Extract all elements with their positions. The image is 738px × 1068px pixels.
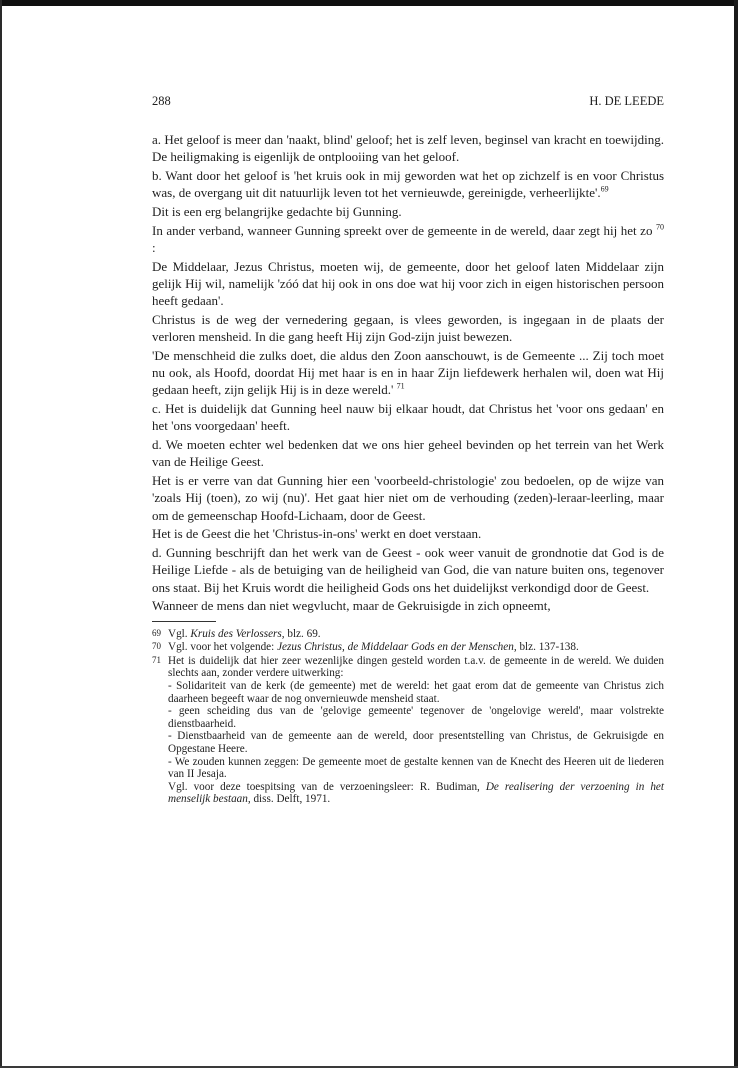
- page-number: 288: [152, 94, 171, 108]
- footnote-text: Vgl. voor het volgende:: [168, 641, 278, 654]
- footnote-item: - We zouden kunnen zeggen: De gemeente moet de gestalte kennen van de Knecht des Heeren uit de liederen van II Jesaja.: [168, 755, 664, 781]
- footnote-title: De realisering der verzoening in het menselijk bestaan,: [168, 780, 664, 806]
- footnotes: [152, 627, 664, 806]
- paragraph: Wanneer de mens dan niet wegvlucht, maar de Gekruisigde in zich opneemt,: [152, 598, 551, 614]
- paragraph: d. We moeten echter wel bedenken dat we ons hier geheel bevinden op het terrein van het Werk van de Heilige Geest.: [152, 437, 664, 470]
- scan-edge-left: [0, 0, 2, 1068]
- paragraph: [152, 347, 664, 399]
- footnote-ref: 70: [656, 222, 664, 232]
- footnote-number: 71: [152, 654, 161, 665]
- running-head: [152, 94, 664, 109]
- paragraph-text: b. Want door het geloof is 'het kruis ook in mij geworden wat het op zichzelf is en voor Christus was, de overgang uit dit natuurlijk leven tot het vernieuwde, gereinigde, verheerlijkte'.: [152, 168, 664, 201]
- footnote-item: [152, 781, 664, 806]
- footnote-text: blz. 69.: [284, 627, 321, 640]
- paragraph: De Middelaar, Jezus Christus, moeten wij, de gemeente, door het geloof laten Middelaar zijn gelijk Hij wil, namelijk 'zóó dat hij ook in ons doe wat hij voor zich in eigen historischen persoon heeft gedaan'.: [152, 258, 664, 309]
- paragraph: Dit is een erg belangrijke gedachte bij Gunning.: [152, 204, 402, 219]
- paragraph-text: 'De menschheid die zulks doet, die aldus den Zoon aanschouwt, is de Gemeente ... Zij toch moet nu ook, als Hoofd, doordat Hij met haar is en in haar Zijn liefdewerk herhalen wil, doen wat Hij gedaan heeft, zijn gelijk Hij is in deze wereld.': [152, 348, 664, 398]
- footnote-text: Het is duidelijk dat hier zeer wezenlijke dingen gesteld worden t.a.v. de gemeente in de wereld. We duiden slechts aan, zonder verdere uitwerking:: [168, 654, 664, 680]
- page-content: [152, 94, 664, 806]
- footnote: [152, 640, 664, 654]
- footnote-number: 69: [152, 627, 161, 638]
- footnote-text: blz. 137-138.: [516, 641, 579, 654]
- footnote-item: - Dienstbaarheid van de gemeente aan de wereld, door presentstelling van Christus, de Gekruisigde en Opgestane Heere.: [168, 730, 664, 755]
- paragraph: [152, 222, 664, 256]
- footnote-item: - geen scheiding dus van de 'gelovige gemeente' tegenover de 'ongelovige wereld', maar volstrekte dienstbaarheid.: [168, 705, 664, 730]
- footnote-title: Jezus Christus, de Middelaar Gods en der Menschen,: [277, 641, 517, 654]
- paragraph: Het is de Geest die het 'Christus-in-ons' werkt en doet verstaan.: [152, 526, 482, 542]
- paragraph-text: In ander verband, wanneer Gunning spreekt over de gemeente in de wereld, daar zegt hij het zo: [152, 222, 653, 238]
- footnote-number: 70: [152, 641, 161, 652]
- footnote-rule: [152, 621, 216, 622]
- footnote-text: Vgl.: [168, 627, 191, 640]
- footnote-text: Vgl. voor deze toespitsing van de verzoeningsleer: R. Budiman,: [168, 780, 486, 793]
- paragraph-text: :: [152, 240, 156, 255]
- footnote: [152, 654, 664, 680]
- scan-edge-right: [734, 0, 738, 1068]
- paragraph: a. Het geloof is meer dan 'naakt, blind' geloof; het is zelf leven, beginsel van kracht en toewijding. De heiligmaking is eigenlijk de ontplooiing van het geloof.: [152, 132, 664, 165]
- footnote-ref: 69: [600, 184, 609, 194]
- paragraph: [152, 167, 664, 201]
- footnote-ref: 71: [396, 382, 405, 392]
- scan-edge-top: [0, 0, 738, 6]
- body-text: [152, 131, 664, 615]
- footnote-item: - Solidariteit van de kerk (de gemeente) met de wereld: het gaat erom dat de gemeente van Christus zich daarheen begeeft waar de nog onvernieuwde mensheid staat.: [168, 679, 664, 705]
- paragraph: d. Gunning beschrijft dan het werk van de Geest - ook weer vanuit de grondnotie dat God is de Heilige Liefde - als de betuiging van de heiligheid van God, die van nature buiten ons, tegenover ons staat. Bij het Kruis wordt die heiligheid Gods ons het duidelijkst verkondigd door de Geest.: [152, 545, 664, 595]
- footnote: [152, 627, 664, 641]
- running-title: H. DE LEEDE: [589, 94, 664, 108]
- paragraph: Het is er verre van dat Gunning hier een 'voorbeeld-christologie' zou bedoelen, op de wijze van 'zoals Hij (toen), zo wij (nu)'. Het gaat hier niet om de verhouding (zeden)-leraar-leerling, maar om de gemeenschap Hoofd-Lichaam, door de Geest.: [152, 473, 664, 523]
- paragraph: Christus is de weg der vernedering gegaan, is vlees geworden, is ingegaan in de plaats der verloren mensheid. In die gang heeft Hij zijn God-zijn juist bewezen.: [152, 312, 664, 345]
- footnote-title: Kruis des Verlossers,: [190, 627, 285, 640]
- footnote-text: diss. Delft, 1971.: [250, 793, 331, 806]
- paragraph: c. Het is duidelijk dat Gunning heel nauw bij elkaar houdt, dat Christus het 'voor ons gedaan' en het 'ons voorgedaan' heeft.: [152, 401, 664, 434]
